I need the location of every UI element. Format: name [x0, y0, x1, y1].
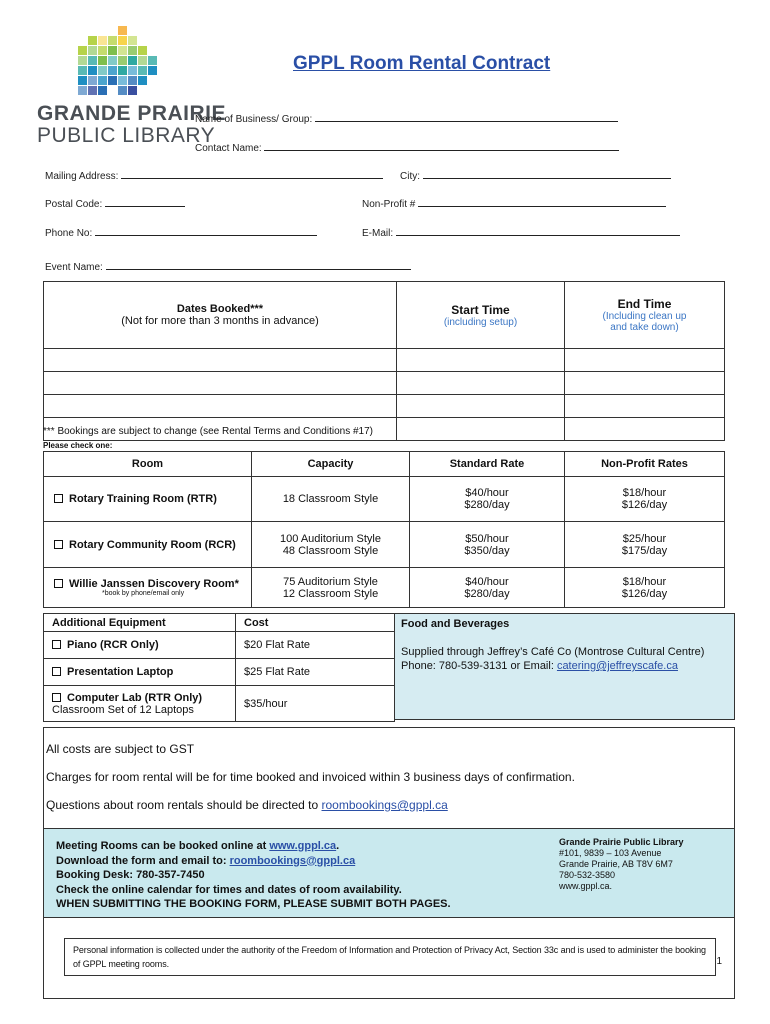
gst-note: All costs are subject to GST: [46, 742, 195, 756]
rate-line: $350/day: [464, 544, 510, 557]
library-address: [559, 837, 684, 892]
nonprofit-cell: [565, 477, 725, 522]
rate-line: $126/day: [621, 499, 668, 511]
equipment-cell[interactable]: [44, 632, 236, 659]
booking-line-3: Booking Desk: 780-357-7450: [56, 869, 205, 881]
logo-square: [98, 46, 107, 55]
booking-line-1: [56, 839, 451, 854]
cost-header: Cost: [236, 614, 395, 632]
date-cell[interactable]: [44, 395, 397, 418]
logo-square: [108, 76, 117, 85]
food-beverages-box: [394, 613, 735, 720]
logo-square: [78, 46, 87, 55]
logo-line-1: GRANDE PRAIRIE: [37, 102, 227, 125]
logo-square: [118, 66, 127, 75]
rate-line: $18/hour: [622, 487, 667, 499]
rate-line: $126/day: [621, 587, 668, 600]
start-title: Start Time: [451, 302, 510, 317]
contact-field[interactable]: [195, 142, 619, 154]
booking-info-box: [44, 828, 734, 918]
date-cell[interactable]: [44, 349, 397, 372]
checkbox[interactable]: [52, 667, 61, 676]
room-header: Room: [44, 452, 252, 477]
logo-square: [138, 66, 147, 75]
capacity-cell: [252, 522, 410, 568]
page-title: GPPL Room Rental Contract: [293, 53, 551, 74]
end-cell[interactable]: [565, 349, 725, 372]
standard-header: Standard Rate: [410, 452, 565, 477]
charges-note: Charges for room rental will be for time booked and invoiced within 3 business days of confirmation.: [46, 770, 575, 784]
rate-line: $18/hour: [622, 575, 667, 588]
logo-square: [138, 46, 147, 55]
rooms-table: [43, 451, 725, 608]
email-label: E-Mail:: [362, 228, 394, 239]
nonprofit-field[interactable]: [362, 198, 666, 210]
logo-square: [88, 56, 97, 65]
start-cell[interactable]: [397, 418, 565, 441]
roombookings-link[interactable]: roombookings@gppl.ca: [321, 798, 448, 812]
library-logo: [37, 103, 226, 147]
room-cell[interactable]: [44, 522, 252, 568]
equipment-header: Additional Equipment: [44, 614, 236, 632]
event-line[interactable]: [106, 261, 411, 270]
logo-square: [88, 76, 97, 85]
cost-cell: $25 Flat Rate: [236, 659, 395, 686]
logo-square: [78, 66, 87, 75]
email-line[interactable]: [396, 227, 680, 236]
logo-square: [98, 66, 107, 75]
equipment-name: Presentation Laptop: [67, 666, 174, 678]
table-row: [44, 659, 395, 686]
table-row: [44, 522, 725, 568]
standard-cell: [410, 568, 565, 608]
logo-square: [118, 36, 127, 45]
table-row: [44, 632, 395, 659]
address-line: www.gppl.ca.: [559, 881, 613, 891]
table-row: [44, 372, 725, 395]
cost-cell: $20 Flat Rate: [236, 632, 395, 659]
logo-square: [98, 86, 107, 95]
booking-email-link[interactable]: roombookings@gppl.ca: [229, 854, 356, 867]
logo-square: [108, 66, 117, 75]
mailing-field[interactable]: [45, 170, 383, 182]
logo-square: [78, 76, 87, 85]
end-sub-1: (Including clean up: [602, 311, 687, 322]
city-label: City:: [400, 171, 420, 182]
questions-note: [46, 798, 448, 812]
room-name: Willie Janssen Discovery Room*: [69, 578, 239, 590]
logo-square: [88, 46, 97, 55]
email-field[interactable]: [362, 227, 680, 239]
contact-line[interactable]: [264, 142, 619, 151]
end-title: End Time: [617, 297, 672, 311]
nonprofit-cell: [565, 522, 725, 568]
logo-mosaic: [78, 26, 158, 96]
address-line: Grande Prairie, AB T8V 6M7: [559, 859, 673, 869]
business-label: Name of Business/ Group:: [195, 114, 313, 125]
postal-line[interactable]: [105, 198, 185, 207]
phone-label: Phone No:: [45, 228, 93, 239]
food-title: Food and Beverages: [401, 618, 510, 630]
table-row: [44, 395, 725, 418]
table-row: [44, 349, 725, 372]
capacity-line: 18 Classroom Style: [282, 493, 379, 505]
phone-field[interactable]: [45, 227, 317, 239]
end-sub-2: and take down): [610, 322, 679, 333]
booking-period: .: [336, 840, 340, 852]
terms-box: [43, 727, 735, 999]
postal-label: Postal Code:: [45, 199, 103, 210]
equipment-cell[interactable]: [44, 686, 236, 722]
logo-square: [128, 76, 137, 85]
capacity-line: 12 Classroom Style: [282, 587, 379, 600]
equipment-cell[interactable]: [44, 659, 236, 686]
rate-line: $50/hour: [465, 532, 509, 545]
questions-text: Questions about room rentals should be directed to: [46, 798, 322, 812]
logo-line-2: PUBLIC LIBRARY: [37, 124, 216, 147]
capacity-line: 48 Classroom Style: [282, 544, 379, 557]
checkbox[interactable]: [52, 640, 61, 649]
date-cell[interactable]: [44, 372, 397, 395]
logo-square: [118, 86, 127, 95]
logo-square: [98, 76, 107, 85]
postal-field[interactable]: [45, 198, 185, 210]
capacity-cell: [252, 477, 410, 522]
business-field[interactable]: [195, 113, 618, 125]
start-header: [397, 282, 565, 349]
logo-square: [138, 56, 147, 65]
dates-title: Dates Booked***: [176, 303, 264, 315]
logo-square: [88, 86, 97, 95]
equipment-name: Piano (RCR Only): [67, 639, 159, 651]
nonprofit-line[interactable]: [418, 198, 666, 207]
mailing-label: Mailing Address:: [45, 171, 119, 182]
booking-note: *** Bookings are subject to change (see Rental Terms and Conditions #17): [43, 426, 374, 437]
room-cell[interactable]: [44, 568, 252, 608]
address-name: Grande Prairie Public Library: [559, 837, 684, 847]
table-row: [44, 686, 395, 722]
cost-cell: $35/hour: [236, 686, 395, 722]
booking-line-5: WHEN SUBMITTING THE BOOKING FORM, PLEASE SUBMIT BOTH PAGES.: [56, 898, 451, 910]
room-name: Rotary Community Room (RCR): [69, 538, 236, 551]
logo-square: [88, 36, 97, 45]
logo-square: [128, 36, 137, 45]
food-line-2: [401, 660, 728, 672]
room-cell[interactable]: [44, 477, 252, 522]
table-row: [44, 568, 725, 608]
logo-square: [78, 56, 87, 65]
logo-square: [128, 46, 137, 55]
event-field[interactable]: [45, 261, 411, 273]
logo-square: [108, 56, 117, 65]
rate-line: $280/day: [464, 499, 510, 511]
rate-line: $175/day: [621, 544, 668, 557]
logo-square: [78, 86, 87, 95]
equipment-name: Computer Lab (RTR Only): [67, 691, 203, 704]
event-label: Event Name:: [45, 262, 103, 273]
check-one-label: Please check one:: [43, 441, 113, 450]
logo-square: [128, 56, 137, 65]
logo-square: [108, 36, 117, 45]
rate-line: $280/day: [464, 587, 510, 600]
gppl-website-link[interactable]: www.gppl.ca: [269, 840, 337, 852]
end-header: [565, 282, 725, 349]
mailing-line[interactable]: [121, 170, 383, 179]
logo-square: [148, 56, 157, 65]
start-cell[interactable]: [397, 349, 565, 372]
food-line-1: Supplied through Jeffrey’s Café Co (Montrose Cultural Centre): [401, 646, 705, 658]
booking-line-4: Check the online calendar for times and dates of room availability.: [56, 883, 402, 896]
dates-table: [43, 281, 725, 441]
logo-square: [118, 56, 127, 65]
checkbox[interactable]: [52, 693, 61, 702]
booking-line-2: [56, 854, 451, 869]
room-name: Rotary Training Room (RTR): [69, 493, 217, 505]
nonprofit-cell: [565, 568, 725, 608]
dates-sub: (Not for more than 3 months in advance): [121, 315, 319, 327]
logo-square: [108, 46, 117, 55]
food-phone: Phone: 780-539-3131 or Email:: [401, 660, 557, 672]
logo-square: [98, 56, 107, 65]
end-cell[interactable]: [565, 372, 725, 395]
privacy-notice: Personal information is collected under the authority of the Freedom of Information and Protection of Privacy Act, Section 33c and is used to administer the booking of GPPL meeting rooms.: [64, 938, 716, 976]
city-field[interactable]: [400, 170, 671, 182]
logo-square: [128, 66, 137, 75]
catering-email-link[interactable]: catering@jeffreyscafe.ca: [556, 660, 678, 672]
equipment-sub: Classroom Set of 12 Laptops: [52, 703, 194, 716]
capacity-cell: [252, 568, 410, 608]
standard-cell: [410, 522, 565, 568]
logo-square: [98, 36, 107, 45]
address-line: #101, 9839 – 103 Avenue: [559, 848, 662, 858]
rate-line: $25/hour: [622, 532, 667, 545]
room-sub: *book by phone/email only: [102, 590, 185, 597]
checkbox[interactable]: [54, 540, 63, 549]
standard-cell: [410, 477, 565, 522]
capacity-header: Capacity: [252, 452, 410, 477]
booking-text: Meeting Rooms can be booked online at: [56, 840, 270, 852]
logo-square: [88, 66, 97, 75]
page-number: 1: [716, 956, 722, 967]
start-sub: (including setup): [443, 316, 518, 328]
nonprofit-label: Non-Profit #: [362, 199, 416, 210]
address-line: 780-532-3580: [559, 870, 616, 880]
start-cell[interactable]: [397, 395, 565, 418]
phone-line[interactable]: [95, 227, 317, 236]
logo-square: [128, 86, 137, 95]
contact-label: Contact Name:: [195, 143, 262, 154]
booking-info: [56, 839, 451, 912]
rate-line: $40/hour: [465, 575, 509, 588]
checkbox[interactable]: [54, 494, 63, 503]
capacity-line: 100 Auditorium Style: [280, 532, 381, 545]
nonprofit-header: Non-Profit Rates: [565, 452, 725, 477]
end-cell[interactable]: [565, 418, 725, 441]
equipment-table: [43, 613, 395, 722]
logo-square: [138, 76, 147, 85]
dates-header: [44, 282, 397, 349]
logo-square: [118, 46, 127, 55]
logo-square: [118, 26, 127, 35]
table-row: [44, 477, 725, 522]
rate-line: $40/hour: [465, 487, 509, 499]
logo-square: [118, 76, 127, 85]
end-cell[interactable]: [565, 395, 725, 418]
city-line[interactable]: [423, 170, 671, 179]
capacity-line: 75 Auditorium Style: [283, 575, 378, 588]
business-line[interactable]: [315, 113, 618, 122]
checkbox[interactable]: [54, 579, 63, 588]
start-cell[interactable]: [397, 372, 565, 395]
logo-square: [148, 66, 157, 75]
booking-text: Download the form and email to:: [56, 854, 230, 867]
